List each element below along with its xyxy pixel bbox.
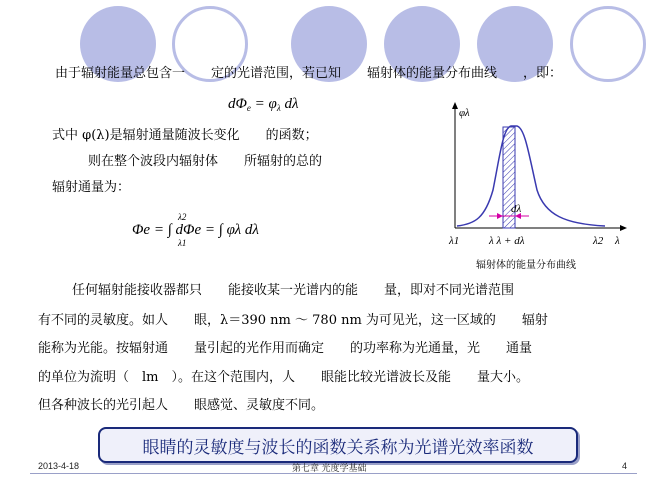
banner-text: 眼睛的灵敏度与波长的函数关系称为光谱光效率函数 [142, 437, 534, 458]
equation-1: $d\Phi_e = \varphi_\lambda$ dλ [228, 96, 299, 113]
para-line-3: 能称为光能。按辐射通 量引起的光作用而确定 的功率称为光通量，光 通量 [38, 341, 533, 356]
decor-circle-6 [570, 6, 646, 82]
tick-lambda2: λ2 [593, 235, 604, 247]
footer-chapter: 第七章 光度学基础 [292, 463, 367, 473]
y-axis-label: φλ [459, 107, 470, 119]
line-flux: 辐射通量为： [52, 180, 131, 195]
tick-lambda1: λ1 [449, 235, 460, 247]
footer-page-number: 4 [622, 461, 628, 471]
footer-date: 2013-4-18 [38, 461, 80, 471]
para-line-5: 但各种波长的光引起人 眼感觉、灵敏度不同。 [38, 398, 325, 413]
line-intro: 由于辐射能量总包含一 定的光谱范围，若已知 辐射体的能量分布曲线 ，即： [55, 66, 563, 81]
line-total: 则在整个波段内辐射体 所辐射的总的 [88, 154, 323, 169]
para-line-2: 有不同的灵敏度。如人 眼，λ＝390 nm ～ 780 nm 为可见光，这一区域的 辐射 [38, 313, 548, 328]
band-arrow-head-left [497, 213, 503, 219]
highlight-banner [98, 427, 578, 463]
x-axis-label: λ [615, 235, 620, 247]
energy-distribution-figure [445, 100, 635, 250]
integral-lower-limit: λ1 [178, 238, 187, 248]
line-definition: 式中 φ(λ)是辐射通量随波长变化 的函数； [52, 128, 318, 143]
para-line-4: 的单位为流明（ lm ）。在这个范围内，人 眼能比较光谱波长及能 量大小。 [38, 370, 529, 385]
y-axis-arrow [452, 102, 458, 109]
band-label: dλ [511, 203, 522, 215]
para-line-1: 任何辐射能接收器都只 能接收某一光谱内的能 量，即对不同光谱范围 [72, 283, 515, 298]
distribution-curve [457, 126, 605, 226]
integral-upper-limit: λ2 [178, 212, 187, 222]
x-axis-arrow [620, 225, 627, 231]
equation-2: Φe = ∫ dΦe = ∫ φλ dλ λ1 λ2 [132, 212, 259, 248]
figure-caption: 辐射体的能量分布曲线 [476, 260, 576, 271]
tick-lambda-mid: λ λ + dλ [489, 235, 525, 247]
